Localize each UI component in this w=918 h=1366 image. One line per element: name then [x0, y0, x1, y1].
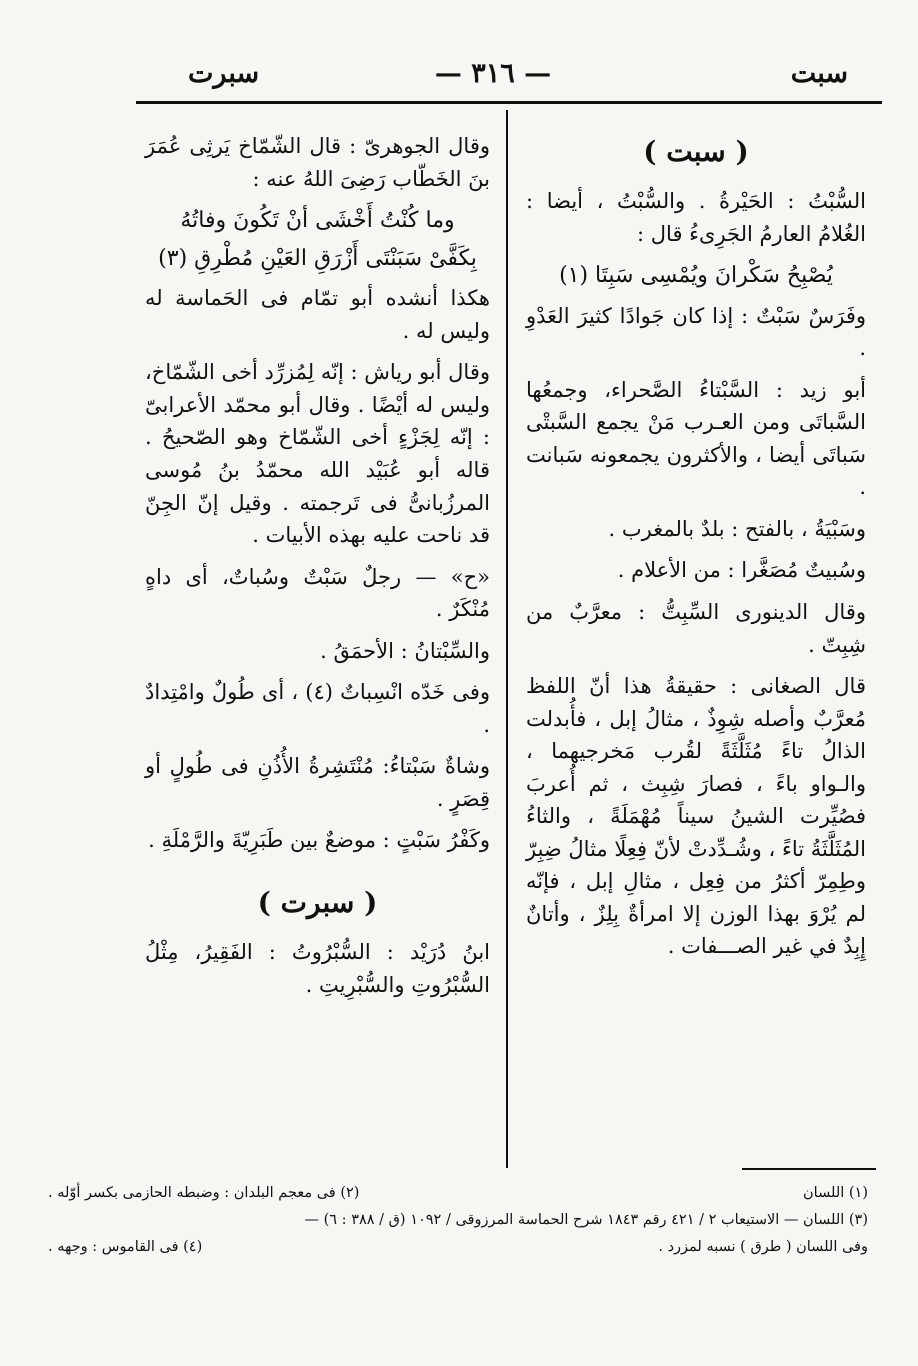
definition-paragraph: هكذا أنشده أبو تمّام فى الحَماسة له وليس له .: [145, 286, 490, 343]
verse-line: وما كُنْتُ أَخْشَى أنْ تَكُونَ وفاتُهُ: [180, 208, 455, 234]
definition-paragraph: وشاةٌ سَبْتاءُ: مُنْتَشِرةُ الأُذُنِ فى طُولٍ أو قِصَرٍ .: [145, 754, 490, 811]
header-entry-word: سبت: [790, 58, 848, 89]
footnote-row: [48, 1180, 868, 1207]
definition-paragraph: وفى خَدّه انْسِباتٌ (٤) ، أى طُولٌ وامْتِدادٌ .: [145, 680, 490, 737]
column-divider: [506, 110, 508, 1168]
definition-paragraph: وسَبْيَةُ ، بالفتح : بلدٌ بالمغرب .: [608, 516, 866, 541]
right-column: [526, 130, 866, 972]
definition-paragraph: وقال الجوهرىّ : قال الشّمّاخ يَرثِى عُمَرَ بنَ الخَطّاب رَضِىَ اللهُ عنه :: [145, 134, 490, 191]
definition-paragraph: وكَفْرُ سَبْتٍ : موضعٌ بين طَبَرِيّةَ والرَّمْلَةِ .: [148, 828, 490, 853]
left-column: [145, 130, 490, 1011]
header-rule: [136, 101, 882, 104]
definition-paragraph: السُّبْتُ : الحَيْرةُ . والسُّبْتُ ، أيضا : الغُلامُ العارمُ الجَرِىءُ قال :: [526, 189, 866, 246]
definition-paragraph: وفَرَسٌ سَبْتٌ : إذا كان جَوادًا كثيرَ العَدْوِ .: [526, 303, 866, 361]
footnote-1: (١) اللسان: [803, 1185, 868, 1201]
verse-line: بِكَفَّىْ سَبَنْتَى أَزْرَقِ العَيْنِ مُطْرِقِ (٣): [158, 246, 477, 272]
header-next-entry-word: سبرت: [188, 58, 260, 89]
poem-verse: [145, 204, 490, 276]
footnote-2: (٢) فى معجم البلدان : وضبطه الحازمى بكسر أوّله .: [48, 1185, 360, 1201]
footnote-3-continued: وفى اللسان ( طرق ) نسبه لمزرد .: [658, 1238, 868, 1255]
footnote-rule: [742, 1168, 876, 1170]
footnote-4: (٤) فى القاموس : وجهه .: [48, 1238, 203, 1255]
entry-heading-sbt: ( سبت ): [643, 135, 749, 168]
definition-paragraph: ابنُ دُرَيْد : السُّبْرُوتُ : الفَقِيرُ، مِثْلُ السُّبْرُوتِ والسُّبْرِيتِ .: [145, 940, 490, 997]
definition-paragraph: «ح» — رجلٌ سَبْتٌ وسُباتٌ، أى داهٍ مُنْكَرٌ .: [145, 564, 490, 622]
page-number: — ٣١٦ —: [434, 58, 552, 89]
definition-paragraph: وسُبيتٌ مُصَغَّرا : من الأعلام .: [617, 558, 866, 583]
definition-paragraph: والسِّبْتانُ : الأحمَقُ .: [320, 638, 490, 663]
definition-paragraph: وقال أبو رياش : إنّه لِمُزرِّد أخى الشّمّاخ، وليس له أيْضًا . وقال أبو محمّد الأعرابىّ : إنّه لِجَزْءٍ أخى الشّمّاخ وهو الصّحيحُ . قاله أبو عُبَيْد الله محمّدُ بنُ مُوسى المرزُبانىُّ فى تَرجمته . وقيل إنّ الجِنّ قد ناحت عليه بهذه الأبيات .: [145, 360, 490, 548]
definition-paragraph: وقال الدينورى السِّبِتُّ : معرَّبٌ من شِبِتّ .: [526, 599, 866, 657]
definition-paragraph: قال الصغانى : حقيقةُ هذا أنّ اللفظ مُعرَّبٌ وأصله شِوِذٌ ، مثالُ إبل ، فأُبدلت الذالُ تاءً مُثَلَّثَةً لقُرب مَخرجيهما ، والـواو باءً ، فصارَ شِبِث ، ثم أُعربَ فصُيِّرت الشينُ سيناً مُهْمَلَةً ، والثاءُ المُثَلَّثَةُ تاءً ، وشُـدِّدتْ لأنّ فِعِلًا مثالُ ضِبِرّ وطِمِرّ أكثرُ من فِعِل ، مثالِ إبل ، فإنّه لم يُرْوَ بهذا الوزن إلا امرأةٌ بِلِزٌ ، وأتانٌ إِبِدٌ في غير الصـــفات .: [525, 674, 866, 959]
definition-paragraph: أبو زيد : السَّبْتاءُ الصَّحراء، وجمعُها السَّباتَى ومن العـرب مَنْ يجمع السَّبتْى سَباتَى أيضا ، والأكثرون يجمعونه سَبانت .: [526, 377, 866, 500]
footnote-3: (٣) اللسان — الاستيعاب ٢ / ٤٢١ رقم ١٨٤٣ شرح الحماسة المرزوقى / ١٠٩٢ (ق / ٣٨٨ : ٦) —: [304, 1211, 868, 1228]
footnotes: [48, 1180, 868, 1260]
entry-heading-sbrt: ( سبرت ): [257, 886, 378, 920]
running-head: [138, 58, 848, 98]
footnote-row: [48, 1234, 868, 1261]
verse-quote: يُصْبِحُ سَكْرانَ ويُمْسِى سَبِتَا (١): [559, 263, 833, 289]
